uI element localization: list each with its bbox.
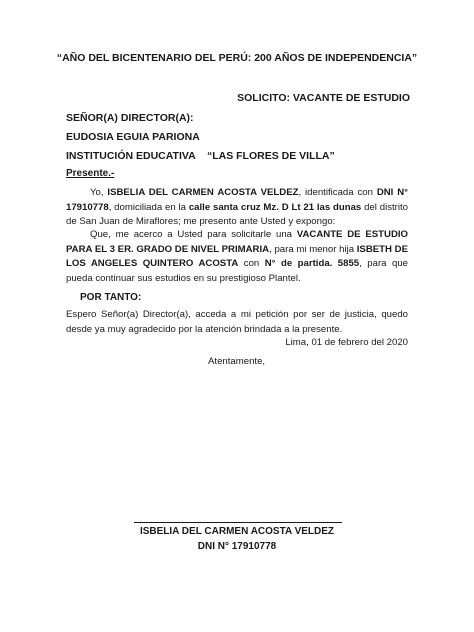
p2-text-2: , para mi menor hija bbox=[269, 243, 357, 255]
p2-text-3: con bbox=[238, 258, 265, 269]
p1-text-2: , identificada con bbox=[298, 187, 377, 198]
p1-text-1: Yo, bbox=[90, 187, 108, 198]
addressee-title: SEÑOR(A) DIRECTOR(A): bbox=[66, 112, 194, 124]
closing-salutation: Atentamente, bbox=[208, 356, 266, 367]
signature-name: ISBELIA DEL CARMEN ACOSTA VELDEZ bbox=[139, 526, 335, 537]
p2-text-4: , para que pueda continuar sus estudios en su prestigioso Plantel. bbox=[66, 258, 409, 284]
paragraph-intro bbox=[66, 186, 408, 230]
applicant-name: ISBELIA DEL CARMEN ACOSTA VELDEZ bbox=[107, 187, 299, 198]
addressee-name: EUDOSIA EGUIA PARIONA bbox=[66, 131, 200, 143]
solicito-line: SOLICITO: VACANTE DE ESTUDIO bbox=[237, 92, 410, 104]
por-tanto-heading: POR TANTO: bbox=[80, 292, 142, 303]
applicant-address: calle santa cruz Mz. D Lt 21 las dunas bbox=[188, 201, 362, 213]
date-line: Lima, 01 de febrero del 2020 bbox=[285, 337, 408, 348]
header-title: “AÑO DEL BICENTENARIO DEL PERÚ: 200 AÑOS DE INDEPENDENCIA” bbox=[56, 52, 418, 64]
child-name: ISBETH DE LOS ANGELES QUINTERO ACOSTA bbox=[66, 243, 408, 269]
addressee-institution: INSTITUCIÓN EDUCATIVA “LAS FLORES DE VILLA” bbox=[66, 150, 335, 162]
signature-line bbox=[134, 522, 342, 523]
partida-number: N° de partida. 5855 bbox=[264, 258, 360, 269]
vacancy-detail: VACANTE DE ESTUDIO PARA EL 3 ER. GRADO DE NIVEL PRIMARIA bbox=[66, 229, 408, 255]
paragraph-request bbox=[66, 228, 408, 286]
p2-text-1: Que, me acerco a Usted para solicitarle una bbox=[90, 229, 297, 240]
presente-heading: Presente.- bbox=[66, 168, 115, 179]
paragraph-closing: Espero Señor(a) Director(a), acceda a mi petición por ser de justicia, quedo desde ya muy agradecido por la atención brindada a la presente. bbox=[66, 309, 408, 335]
signature-dni: DNI N° 17910778 bbox=[197, 541, 277, 552]
applicant-dni: DNI N° 17910778 bbox=[66, 187, 408, 213]
p1-text-3: , domiciliada en la bbox=[108, 201, 189, 213]
p1-text-4: del distrito de San Juan de Miraflores; me presento ante Usted y expongo: bbox=[66, 201, 408, 227]
